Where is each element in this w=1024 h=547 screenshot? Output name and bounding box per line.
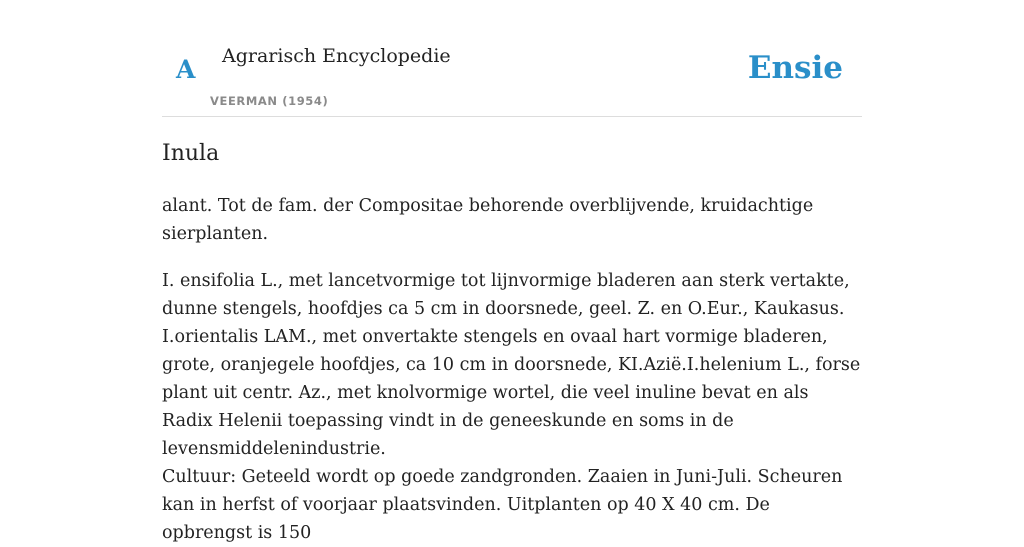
entry-paragraph: I. ensifolia L., met lancetvormige tot lijnvormige bladeren aan sterk vertakte, dunne stengels, hoofdjes ca 5 cm in doorsnede, geel. Z. en O.Eur., Kaukasus. I.orientalis LAM., met onvertakte stengels en ovaal hart vormige bladeren, grote, oranjegele hoofdjes, ca 10 cm in doorsnede, KI.Azië.I.helenium L., forse plant uit centr. Az., met knolvormige wortel, die veel inuline bevat en als Radix Helenii toepassing vindt in de geneeskunde en soms in de levensmiddelenindustrie. bbox=[162, 271, 861, 459]
publication-title[interactable]: Agrarisch Encyclopedie bbox=[222, 45, 451, 67]
site-header bbox=[162, 0, 862, 117]
publication-subtitle: VEERMAN (1954) bbox=[210, 94, 329, 108]
entry-paragraph: alant. Tot de fam. der Compositae behorende overblijvende, kruidachtige sierplanten. bbox=[162, 196, 814, 244]
publication-logo[interactable]: A bbox=[176, 55, 196, 84]
entry-title: Inula bbox=[162, 141, 220, 166]
brand-logo[interactable]: Ensie bbox=[747, 50, 843, 86]
entry-content bbox=[162, 136, 862, 543]
entry-paragraph: Cultuur: Geteeld wordt op goede zandgronden. Zaaien in Juni-Juli. Scheuren kan in herfst of voorjaar plaatsvinden. Uitplanten op 40 X 40 cm. De opbrengst is 150 bbox=[162, 467, 843, 543]
